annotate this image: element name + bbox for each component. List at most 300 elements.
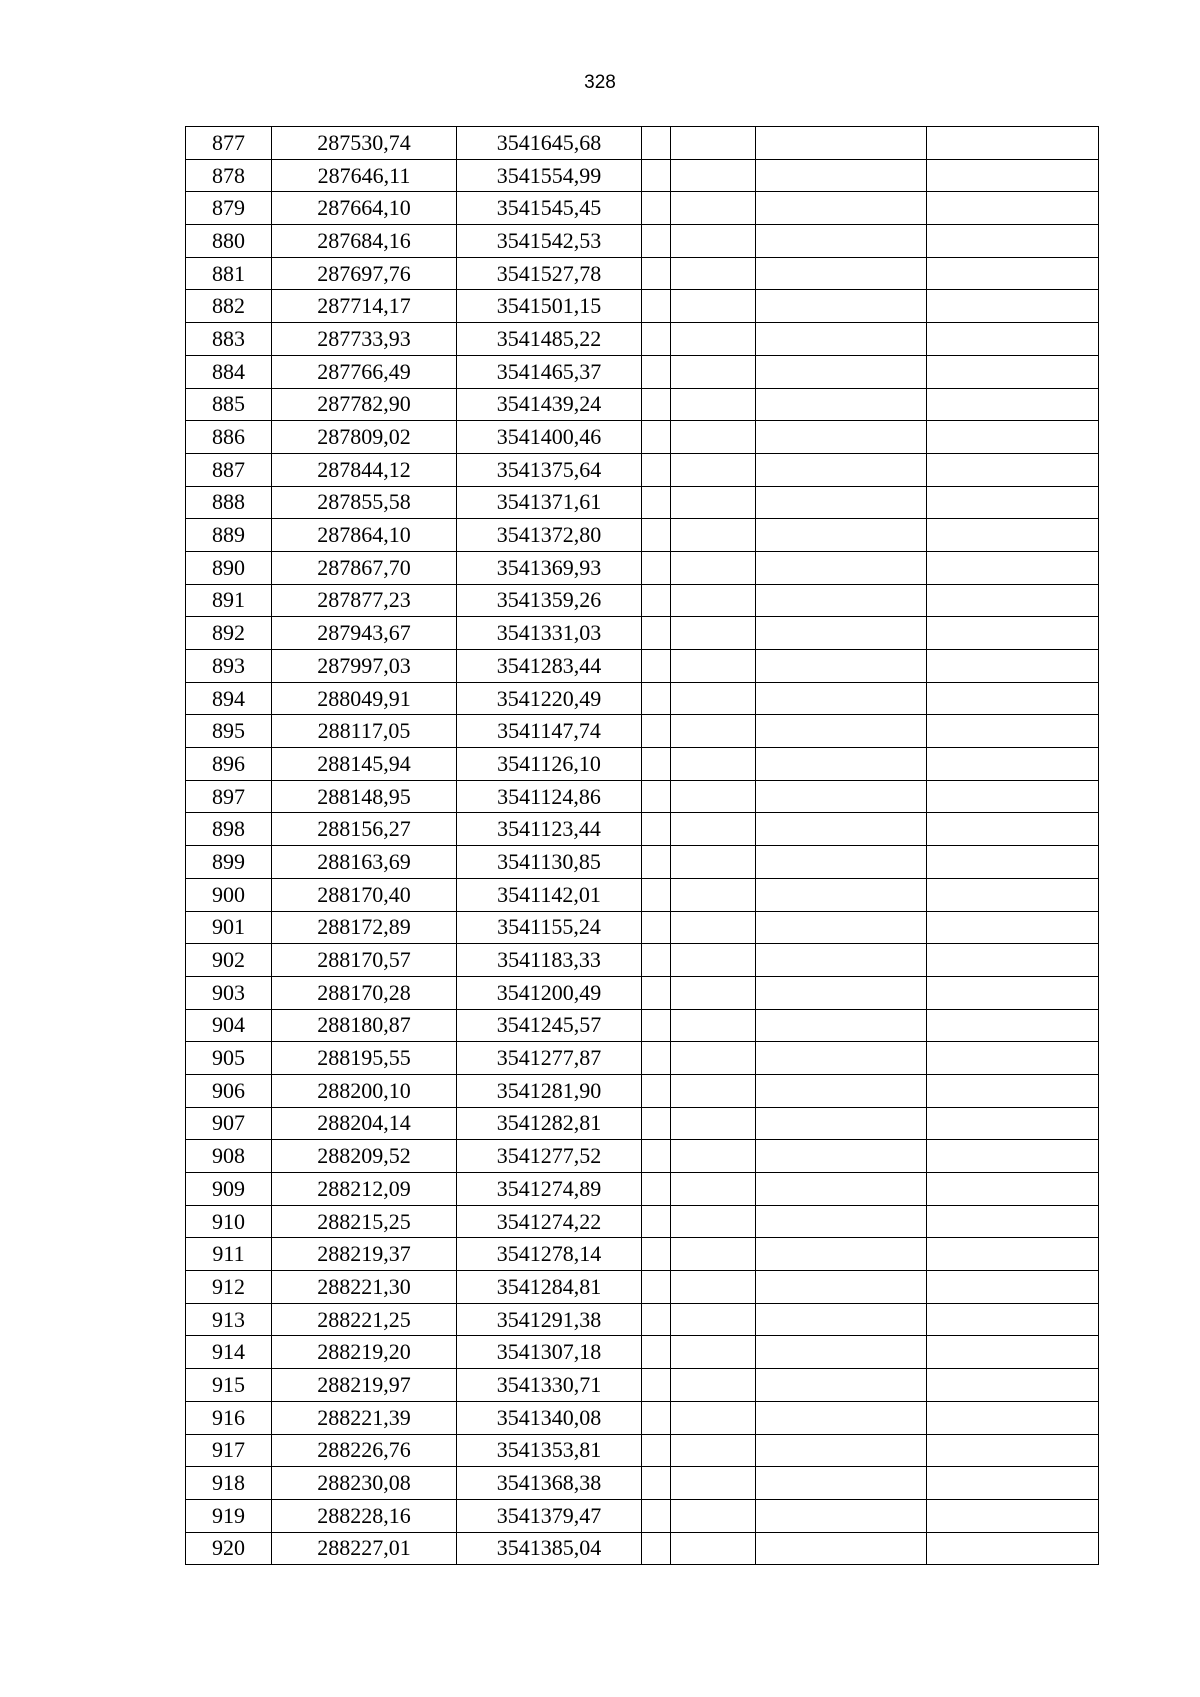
empty-cell (927, 257, 1099, 290)
empty-cell (927, 617, 1099, 650)
empty-cell (756, 1042, 927, 1075)
y-coordinate-cell: 3541307,18 (457, 1336, 642, 1369)
empty-cell (927, 421, 1099, 454)
point-number-cell: 881 (186, 257, 272, 290)
empty-cell (927, 225, 1099, 258)
x-coordinate-cell: 288170,40 (272, 878, 457, 911)
empty-cell (671, 584, 756, 617)
empty-cell (642, 1271, 671, 1304)
y-coordinate-cell: 3541400,46 (457, 421, 642, 454)
y-coordinate-cell: 3541278,14 (457, 1238, 642, 1271)
empty-cell (671, 1074, 756, 1107)
empty-cell (927, 1401, 1099, 1434)
empty-cell (642, 225, 671, 258)
empty-cell (927, 1140, 1099, 1173)
point-number-cell: 896 (186, 748, 272, 781)
empty-cell (642, 1042, 671, 1075)
empty-cell (642, 715, 671, 748)
y-coordinate-cell: 3541284,81 (457, 1271, 642, 1304)
page-number: 328 (584, 72, 616, 93)
x-coordinate-cell: 288156,27 (272, 813, 457, 846)
y-coordinate-cell: 3541353,81 (457, 1434, 642, 1467)
y-coordinate-cell: 3541369,93 (457, 551, 642, 584)
empty-cell (671, 1499, 756, 1532)
y-coordinate-cell: 3541281,90 (457, 1074, 642, 1107)
x-coordinate-cell: 288221,39 (272, 1401, 457, 1434)
x-coordinate-cell: 287997,03 (272, 650, 457, 683)
empty-cell (927, 323, 1099, 356)
x-coordinate-cell: 288219,20 (272, 1336, 457, 1369)
empty-cell (927, 1303, 1099, 1336)
empty-cell (927, 1173, 1099, 1206)
empty-cell (671, 944, 756, 977)
point-number-cell: 882 (186, 290, 272, 323)
empty-cell (671, 715, 756, 748)
y-coordinate-cell: 3541124,86 (457, 780, 642, 813)
y-coordinate-cell: 3541291,38 (457, 1303, 642, 1336)
x-coordinate-cell: 287877,23 (272, 584, 457, 617)
point-number-cell: 890 (186, 551, 272, 584)
empty-cell (642, 257, 671, 290)
empty-cell (671, 1238, 756, 1271)
x-coordinate-cell: 287733,93 (272, 323, 457, 356)
empty-cell (756, 976, 927, 1009)
empty-cell (642, 159, 671, 192)
table-row (186, 748, 1099, 781)
empty-cell (756, 257, 927, 290)
empty-cell (642, 976, 671, 1009)
empty-cell (642, 1205, 671, 1238)
empty-cell (642, 1467, 671, 1500)
empty-cell (671, 617, 756, 650)
empty-cell (642, 1401, 671, 1434)
empty-cell (756, 1499, 927, 1532)
empty-cell (927, 878, 1099, 911)
empty-cell (756, 1434, 927, 1467)
empty-cell (671, 1271, 756, 1304)
point-number-cell: 902 (186, 944, 272, 977)
empty-cell (927, 650, 1099, 683)
x-coordinate-cell: 287766,49 (272, 355, 457, 388)
point-number-cell: 893 (186, 650, 272, 683)
table-row (186, 650, 1099, 683)
table-row (186, 225, 1099, 258)
empty-cell (642, 944, 671, 977)
x-coordinate-cell: 288172,89 (272, 911, 457, 944)
y-coordinate-cell: 3541147,74 (457, 715, 642, 748)
empty-cell (671, 486, 756, 519)
table-row (186, 1434, 1099, 1467)
y-coordinate-cell: 3541277,52 (457, 1140, 642, 1173)
x-coordinate-cell: 288163,69 (272, 846, 457, 879)
x-coordinate-cell: 287809,02 (272, 421, 457, 454)
y-coordinate-cell: 3541183,33 (457, 944, 642, 977)
empty-cell (756, 159, 927, 192)
empty-cell (642, 519, 671, 552)
empty-cell (756, 650, 927, 683)
x-coordinate-cell: 288195,55 (272, 1042, 457, 1075)
table-row (186, 1303, 1099, 1336)
empty-cell (671, 257, 756, 290)
empty-cell (642, 421, 671, 454)
x-coordinate-cell: 288170,28 (272, 976, 457, 1009)
empty-cell (642, 388, 671, 421)
table-row (186, 1369, 1099, 1402)
empty-cell (671, 878, 756, 911)
point-number-cell: 901 (186, 911, 272, 944)
table-row (186, 584, 1099, 617)
table-row (186, 944, 1099, 977)
point-number-cell: 909 (186, 1173, 272, 1206)
y-coordinate-cell: 3541501,15 (457, 290, 642, 323)
empty-cell (756, 127, 927, 160)
table-row (186, 323, 1099, 356)
y-coordinate-cell: 3541277,87 (457, 1042, 642, 1075)
x-coordinate-cell: 288117,05 (272, 715, 457, 748)
y-coordinate-cell: 3541331,03 (457, 617, 642, 650)
x-coordinate-cell: 287864,10 (272, 519, 457, 552)
empty-cell (671, 323, 756, 356)
x-coordinate-cell: 287530,74 (272, 127, 457, 160)
y-coordinate-cell: 3541245,57 (457, 1009, 642, 1042)
empty-cell (642, 584, 671, 617)
empty-cell (671, 1467, 756, 1500)
x-coordinate-cell: 288226,76 (272, 1434, 457, 1467)
empty-cell (756, 388, 927, 421)
empty-cell (642, 682, 671, 715)
empty-cell (671, 355, 756, 388)
empty-cell (642, 813, 671, 846)
empty-cell (642, 355, 671, 388)
empty-cell (756, 1336, 927, 1369)
empty-cell (756, 1074, 927, 1107)
x-coordinate-cell: 288180,87 (272, 1009, 457, 1042)
table-row (186, 976, 1099, 1009)
empty-cell (642, 1140, 671, 1173)
y-coordinate-cell: 3541465,37 (457, 355, 642, 388)
empty-cell (671, 453, 756, 486)
x-coordinate-cell: 287867,70 (272, 551, 457, 584)
y-coordinate-cell: 3541126,10 (457, 748, 642, 781)
y-coordinate-cell: 3541200,49 (457, 976, 642, 1009)
empty-cell (671, 1336, 756, 1369)
empty-cell (756, 1271, 927, 1304)
x-coordinate-cell: 288148,95 (272, 780, 457, 813)
point-number-cell: 884 (186, 355, 272, 388)
table-row (186, 486, 1099, 519)
empty-cell (756, 617, 927, 650)
table-row (186, 1009, 1099, 1042)
table-row (186, 290, 1099, 323)
y-coordinate-cell: 3541645,68 (457, 127, 642, 160)
point-number-cell: 895 (186, 715, 272, 748)
empty-cell (671, 1303, 756, 1336)
y-coordinate-cell: 3541542,53 (457, 225, 642, 258)
empty-cell (927, 780, 1099, 813)
empty-cell (927, 1369, 1099, 1402)
y-coordinate-cell: 3541283,44 (457, 650, 642, 683)
empty-cell (756, 1140, 927, 1173)
empty-cell (671, 911, 756, 944)
point-number-cell: 912 (186, 1271, 272, 1304)
empty-cell (756, 355, 927, 388)
empty-cell (927, 1499, 1099, 1532)
empty-cell (927, 1271, 1099, 1304)
y-coordinate-cell: 3541371,61 (457, 486, 642, 519)
table-row (186, 1238, 1099, 1271)
point-number-cell: 918 (186, 1467, 272, 1500)
y-coordinate-cell: 3541372,80 (457, 519, 642, 552)
point-number-cell: 910 (186, 1205, 272, 1238)
y-coordinate-cell: 3541545,45 (457, 192, 642, 225)
empty-cell (756, 715, 927, 748)
empty-cell (671, 388, 756, 421)
empty-cell (756, 486, 927, 519)
empty-cell (642, 1369, 671, 1402)
point-number-cell: 905 (186, 1042, 272, 1075)
point-number-cell: 891 (186, 584, 272, 617)
empty-cell (671, 1107, 756, 1140)
point-number-cell: 877 (186, 127, 272, 160)
empty-cell (671, 1205, 756, 1238)
table-row (186, 388, 1099, 421)
empty-cell (756, 944, 927, 977)
table-row (186, 1336, 1099, 1369)
empty-cell (671, 1369, 756, 1402)
x-coordinate-cell: 288200,10 (272, 1074, 457, 1107)
empty-cell (642, 1238, 671, 1271)
point-number-cell: 892 (186, 617, 272, 650)
empty-cell (642, 748, 671, 781)
empty-cell (927, 355, 1099, 388)
empty-cell (642, 1107, 671, 1140)
empty-cell (642, 323, 671, 356)
y-coordinate-cell: 3541359,26 (457, 584, 642, 617)
empty-cell (671, 1401, 756, 1434)
y-coordinate-cell: 3541142,01 (457, 878, 642, 911)
empty-cell (756, 225, 927, 258)
empty-cell (642, 551, 671, 584)
x-coordinate-cell: 287943,67 (272, 617, 457, 650)
y-coordinate-cell: 3541130,85 (457, 846, 642, 879)
table-row (186, 519, 1099, 552)
table-row (186, 1205, 1099, 1238)
empty-cell (756, 846, 927, 879)
empty-cell (642, 192, 671, 225)
empty-cell (927, 388, 1099, 421)
point-number-cell: 919 (186, 1499, 272, 1532)
y-coordinate-cell: 3541379,47 (457, 1499, 642, 1532)
y-coordinate-cell: 3541330,71 (457, 1369, 642, 1402)
y-coordinate-cell: 3541274,89 (457, 1173, 642, 1206)
x-coordinate-cell: 288049,91 (272, 682, 457, 715)
empty-cell (927, 127, 1099, 160)
point-number-cell: 883 (186, 323, 272, 356)
table-row (186, 159, 1099, 192)
empty-cell (927, 911, 1099, 944)
table-row (186, 813, 1099, 846)
empty-cell (642, 1009, 671, 1042)
empty-cell (671, 1042, 756, 1075)
empty-cell (756, 1173, 927, 1206)
empty-cell (927, 1074, 1099, 1107)
empty-cell (642, 127, 671, 160)
empty-cell (756, 780, 927, 813)
empty-cell (756, 323, 927, 356)
empty-cell (671, 780, 756, 813)
empty-cell (756, 421, 927, 454)
empty-cell (927, 944, 1099, 977)
empty-cell (927, 1467, 1099, 1500)
table-row (186, 780, 1099, 813)
empty-cell (671, 421, 756, 454)
point-number-cell: 903 (186, 976, 272, 1009)
empty-cell (927, 682, 1099, 715)
table-row (186, 421, 1099, 454)
y-coordinate-cell: 3541385,04 (457, 1532, 642, 1565)
point-number-cell: 920 (186, 1532, 272, 1565)
empty-cell (642, 911, 671, 944)
y-coordinate-cell: 3541123,44 (457, 813, 642, 846)
x-coordinate-cell: 288227,01 (272, 1532, 457, 1565)
empty-cell (671, 290, 756, 323)
empty-cell (927, 1009, 1099, 1042)
empty-cell (756, 1303, 927, 1336)
x-coordinate-cell: 287646,11 (272, 159, 457, 192)
empty-cell (756, 1369, 927, 1402)
empty-cell (642, 878, 671, 911)
empty-cell (671, 159, 756, 192)
empty-cell (671, 748, 756, 781)
empty-cell (756, 1009, 927, 1042)
empty-cell (642, 1336, 671, 1369)
empty-cell (642, 1434, 671, 1467)
empty-cell (927, 1532, 1099, 1565)
y-coordinate-cell: 3541220,49 (457, 682, 642, 715)
empty-cell (927, 584, 1099, 617)
empty-cell (927, 976, 1099, 1009)
empty-cell (671, 551, 756, 584)
empty-cell (642, 486, 671, 519)
empty-cell (927, 846, 1099, 879)
empty-cell (756, 1107, 927, 1140)
table-row (186, 355, 1099, 388)
x-coordinate-cell: 288204,14 (272, 1107, 457, 1140)
table-row (186, 1499, 1099, 1532)
y-coordinate-cell: 3541155,24 (457, 911, 642, 944)
empty-cell (756, 584, 927, 617)
empty-cell (756, 1205, 927, 1238)
y-coordinate-cell: 3541282,81 (457, 1107, 642, 1140)
table-row (186, 1401, 1099, 1434)
empty-cell (642, 617, 671, 650)
x-coordinate-cell: 287664,10 (272, 192, 457, 225)
empty-cell (927, 1107, 1099, 1140)
x-coordinate-cell: 288215,25 (272, 1205, 457, 1238)
empty-cell (642, 1499, 671, 1532)
coordinates-table (185, 126, 1099, 1565)
point-number-cell: 889 (186, 519, 272, 552)
empty-cell (927, 551, 1099, 584)
table-row (186, 878, 1099, 911)
point-number-cell: 899 (186, 846, 272, 879)
table-row (186, 911, 1099, 944)
empty-cell (671, 1434, 756, 1467)
y-coordinate-cell: 3541340,08 (457, 1401, 642, 1434)
y-coordinate-cell: 3541368,38 (457, 1467, 642, 1500)
point-number-cell: 915 (186, 1369, 272, 1402)
empty-cell (756, 748, 927, 781)
point-number-cell: 917 (186, 1434, 272, 1467)
empty-cell (671, 813, 756, 846)
empty-cell (927, 1434, 1099, 1467)
empty-cell (927, 192, 1099, 225)
y-coordinate-cell: 3541527,78 (457, 257, 642, 290)
table-row (186, 617, 1099, 650)
point-number-cell: 879 (186, 192, 272, 225)
y-coordinate-cell: 3541485,22 (457, 323, 642, 356)
table-row (186, 846, 1099, 879)
empty-cell (756, 813, 927, 846)
point-number-cell: 908 (186, 1140, 272, 1173)
point-number-cell: 914 (186, 1336, 272, 1369)
empty-cell (756, 192, 927, 225)
empty-cell (671, 650, 756, 683)
empty-cell (927, 1205, 1099, 1238)
x-coordinate-cell: 288221,30 (272, 1271, 457, 1304)
x-coordinate-cell: 287855,58 (272, 486, 457, 519)
table-row (186, 1532, 1099, 1565)
point-number-cell: 888 (186, 486, 272, 519)
empty-cell (671, 682, 756, 715)
empty-cell (671, 976, 756, 1009)
table-row (186, 1467, 1099, 1500)
empty-cell (756, 1532, 927, 1565)
point-number-cell: 900 (186, 878, 272, 911)
empty-cell (642, 1532, 671, 1565)
table-row (186, 1271, 1099, 1304)
x-coordinate-cell: 287684,16 (272, 225, 457, 258)
y-coordinate-cell: 3541439,24 (457, 388, 642, 421)
empty-cell (642, 1303, 671, 1336)
table-row (186, 1107, 1099, 1140)
empty-cell (927, 486, 1099, 519)
x-coordinate-cell: 287782,90 (272, 388, 457, 421)
point-number-cell: 885 (186, 388, 272, 421)
empty-cell (927, 519, 1099, 552)
empty-cell (671, 192, 756, 225)
x-coordinate-cell: 288219,37 (272, 1238, 457, 1271)
x-coordinate-cell: 288221,25 (272, 1303, 457, 1336)
point-number-cell: 894 (186, 682, 272, 715)
empty-cell (671, 1009, 756, 1042)
y-coordinate-cell: 3541554,99 (457, 159, 642, 192)
table-row (186, 715, 1099, 748)
empty-cell (642, 846, 671, 879)
empty-cell (756, 682, 927, 715)
empty-cell (642, 453, 671, 486)
point-number-cell: 880 (186, 225, 272, 258)
empty-cell (927, 1042, 1099, 1075)
table-row (186, 682, 1099, 715)
x-coordinate-cell: 288209,52 (272, 1140, 457, 1173)
x-coordinate-cell: 288170,57 (272, 944, 457, 977)
empty-cell (642, 1074, 671, 1107)
y-coordinate-cell: 3541375,64 (457, 453, 642, 486)
empty-cell (642, 1173, 671, 1206)
empty-cell (927, 715, 1099, 748)
empty-cell (756, 519, 927, 552)
